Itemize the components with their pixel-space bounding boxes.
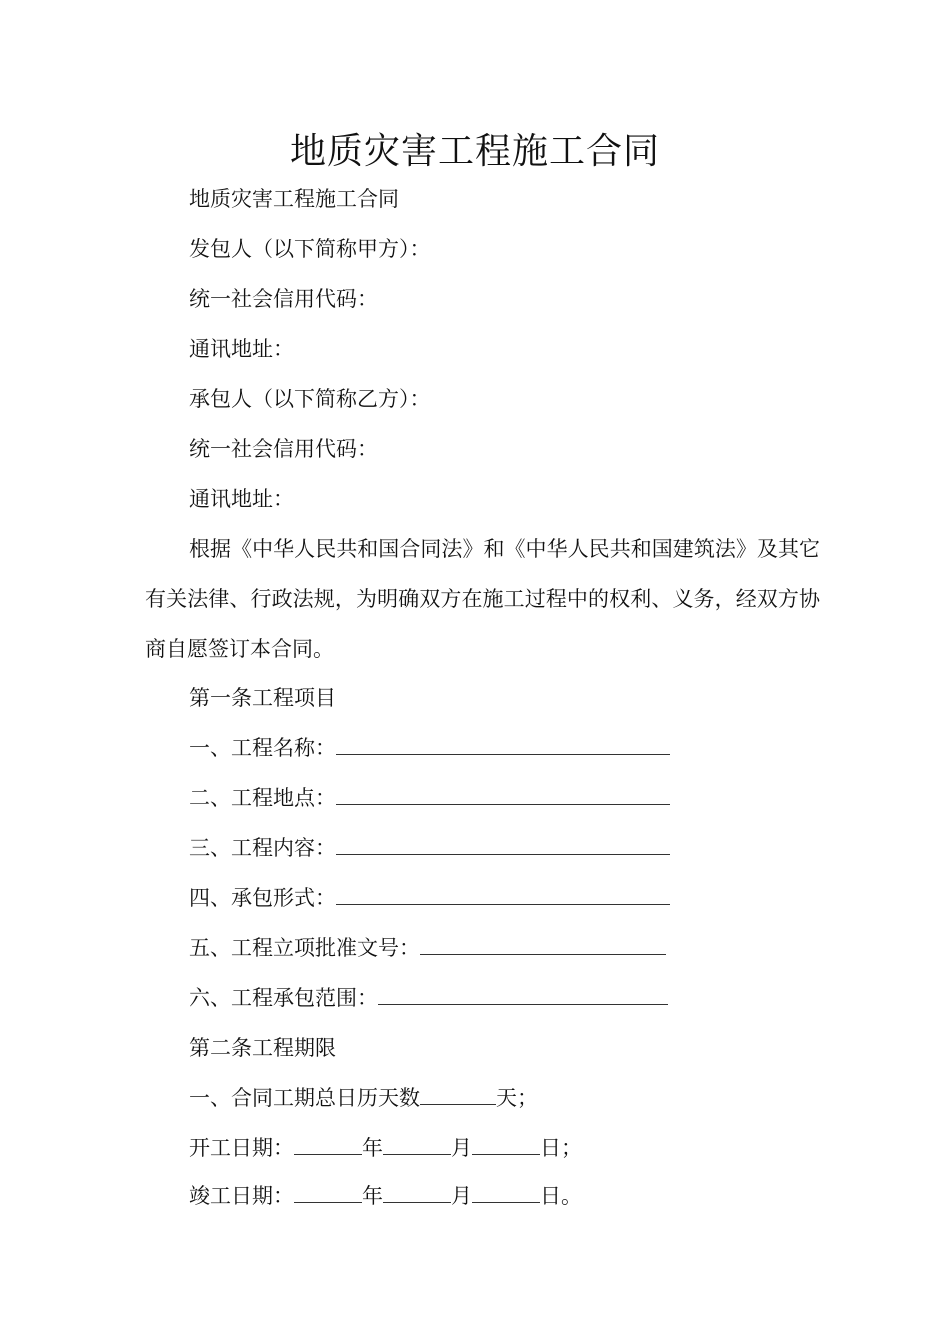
project-content-field (189, 833, 670, 863)
fill-blank (336, 734, 670, 755)
fill-blank (383, 1182, 451, 1203)
document-subtitle: 地质灾害工程施工合同 (189, 187, 399, 211)
field-label: 一、工程名称： (189, 736, 336, 760)
day-unit: 日。 (540, 1184, 582, 1208)
contract-scope-field (189, 983, 668, 1013)
field-label: 五、工程立项批准文号： (189, 936, 420, 960)
party-a-code-line: 统一社会信用代码： (189, 287, 378, 311)
field-label: 三、工程内容： (189, 836, 336, 860)
start-date-label: 开工日期： (189, 1136, 294, 1160)
fill-blank (294, 1134, 362, 1155)
duration-unit: 天； (496, 1086, 538, 1110)
fill-blank (420, 934, 666, 955)
fill-blank (472, 1182, 540, 1203)
end-date-label: 竣工日期： (189, 1184, 294, 1208)
party-a-address-line: 通讯地址： (189, 337, 294, 361)
article-1-heading: 第一条工程项目 (189, 686, 336, 710)
document-title: 地质灾害工程施工合同 (289, 131, 660, 172)
field-label: 六、工程承包范围： (189, 986, 378, 1010)
duration-field (189, 1083, 538, 1113)
fill-blank (294, 1182, 362, 1203)
fill-blank (336, 784, 670, 805)
fill-blank (336, 834, 670, 855)
day-unit: 日； (540, 1136, 582, 1160)
field-label: 四、承包形式： (189, 886, 336, 910)
fill-blank (383, 1134, 451, 1155)
fill-blank (472, 1134, 540, 1155)
party-b-code-line: 统一社会信用代码： (189, 437, 378, 461)
preamble-paragraph: 根据《中华人民共和国合同法》和《中华人民共和国建筑法》及其它有关法律、行政法规，为明确双方在施工过程中的权利、义务，经双方协商自愿签订本合同。 (145, 537, 820, 661)
article-2-heading: 第二条工程期限 (189, 1036, 336, 1060)
party-a-line: 发包人（以下简称甲方）： (189, 237, 431, 261)
start-date-field (189, 1133, 582, 1163)
month-unit: 月 (451, 1184, 472, 1208)
approval-number-field (189, 933, 666, 963)
project-location-field (189, 783, 670, 813)
fill-blank (420, 1084, 496, 1105)
duration-label: 一、合同工期总日历天数 (189, 1086, 420, 1110)
month-unit: 月 (451, 1136, 472, 1160)
fill-blank (378, 984, 668, 1005)
party-b-line: 承包人（以下简称乙方）： (189, 387, 431, 411)
year-unit: 年 (362, 1184, 383, 1208)
field-label: 二、工程地点： (189, 786, 336, 810)
party-b-address-line: 通讯地址： (189, 487, 294, 511)
fill-blank (336, 884, 670, 905)
end-date-field (189, 1181, 582, 1211)
year-unit: 年 (362, 1136, 383, 1160)
contract-form-field (189, 883, 670, 913)
project-name-field (189, 733, 670, 763)
